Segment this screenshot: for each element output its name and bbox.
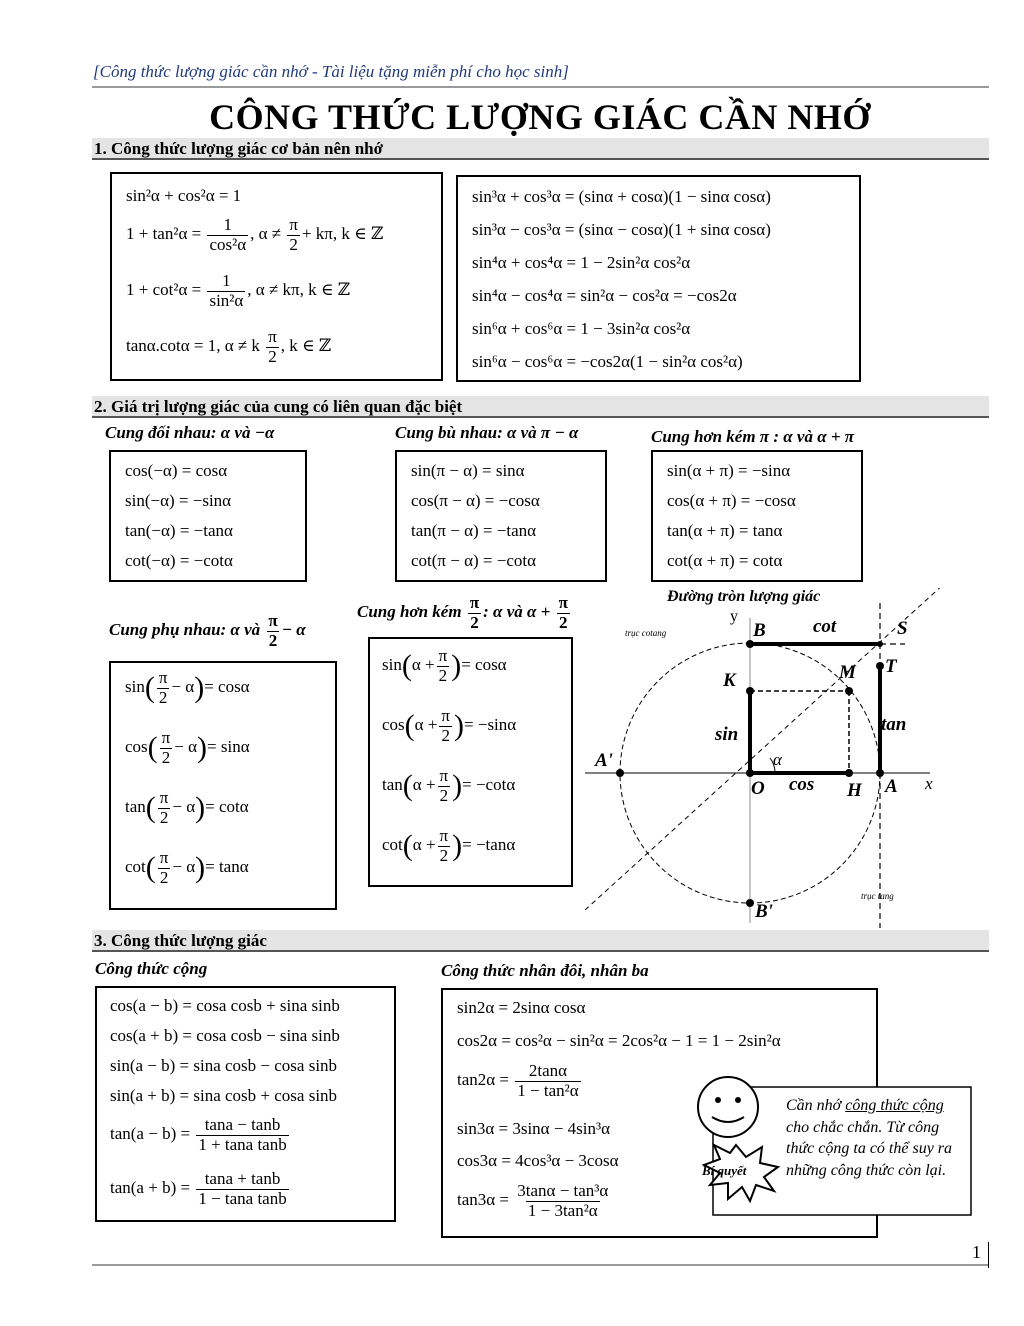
row-inner-tail: − α	[172, 857, 196, 877]
point-s	[877, 641, 883, 647]
opposite-row: cos(−α) = cosα	[125, 461, 228, 480]
half-pi-label-num-2: π	[558, 593, 568, 612]
row-inner-tail: − α	[172, 797, 196, 817]
label-x: x	[925, 774, 933, 793]
tip-badge: Bí quyết	[702, 1163, 747, 1178]
row-rhs: = cosα	[461, 655, 507, 675]
basic-identities-box	[110, 172, 443, 381]
identity-3-cond: , α ≠ kπ, k ∈ ℤ	[247, 280, 351, 300]
label-m: M	[839, 662, 856, 683]
row-den: 2	[158, 687, 168, 707]
identity-2-cond-num: π	[289, 215, 298, 234]
half-pi-label-b: : α và α +	[483, 602, 551, 622]
half-pi-row: sin(α + $\frac{\pi}{2}$ )= cosα	[382, 646, 507, 685]
identity-2-lhs: 1 + tan²α =	[126, 224, 202, 244]
row-num: π	[161, 728, 171, 747]
row-den: 2	[438, 665, 448, 685]
half-pi-box	[368, 637, 573, 887]
row-den: 2	[439, 845, 449, 865]
section-3-heading: 3. Công thức lượng giác	[92, 930, 989, 952]
row-fn: cos	[125, 737, 148, 757]
pi-diff-box	[651, 450, 863, 582]
pi-diff-row: cos(α + π) = −cosα	[667, 491, 796, 510]
addition-row: sin(a + b) = sina cosb + cosa sinb	[110, 1086, 338, 1105]
half-pi-label-num: π	[469, 593, 480, 612]
opposite-row: cot(−α) = −cotα	[125, 551, 233, 570]
identity-3-den: sin²α	[209, 290, 244, 310]
tan-minus-num: tana − tanb	[204, 1115, 281, 1134]
opposite-label: Cung đối nhau: α và −α	[105, 423, 275, 442]
tip-text-2: cho chắc chắn. Từ công thức cộng ta có thể suy ra những công thức còn lại.	[786, 1118, 953, 1179]
tan2-lhs: tan2α =	[457, 1070, 510, 1090]
label-tan-axis: trục tang	[861, 891, 894, 901]
power-identity: sin⁴α − cos⁴α = sin²α − cos²α = −cos2α	[472, 286, 737, 305]
half-pi-row: cos(α + $\frac{\pi}{2}$ )= −sinα	[382, 706, 517, 745]
label-cot-axis: trục cotang	[625, 628, 667, 638]
tan-minus-formula	[110, 1116, 291, 1154]
identity-3-lhs: 1 + cot²α =	[126, 280, 202, 300]
addition-row: sin(a − b) = sina cosb − cosa sinb	[110, 1056, 338, 1075]
label-alpha: α	[773, 750, 782, 769]
row-rhs: = −cotα	[462, 775, 516, 795]
addition-label: Công thức cộng	[95, 959, 208, 978]
label-k: K	[723, 670, 736, 691]
page-title: CÔNG THỨC LƯỢNG GIÁC CẦN NHỚ	[209, 97, 871, 137]
row-num: π	[439, 766, 449, 785]
section-2-heading: 2. Giá trị lượng giác của cung có liên quan đặc biệt	[92, 396, 989, 418]
tan-plus-num: tana + tanb	[204, 1169, 281, 1188]
row-fn: cot	[125, 857, 146, 877]
point-t	[876, 662, 884, 670]
tan-plus-lhs: tan(a + b) =	[110, 1178, 191, 1198]
identity-4	[126, 328, 331, 366]
tan3-num: 3tanα − tan³α	[517, 1181, 609, 1200]
row-rhs: = −tanα	[462, 835, 516, 855]
pi-diff-row: cot(α + π) = cotα	[667, 551, 783, 570]
identity-3	[126, 272, 350, 310]
row-num: π	[159, 788, 169, 807]
power-identity: sin⁴α + cos⁴α = 1 − 2sin²α cos²α	[472, 253, 691, 272]
tan2-formula	[457, 1062, 583, 1100]
identity-1: sin²α + cos²α = 1	[126, 186, 242, 205]
identity-3-num: 1	[222, 271, 231, 290]
tan3-formula	[457, 1182, 612, 1220]
complementary-row: cot( $\frac{\pi}{2}$ − α)= tanα	[125, 848, 249, 887]
addition-row: cos(a − b) = cosa cosb + sina sinb	[110, 996, 340, 1015]
supplementary-row: tan(π − α) = −tanα	[411, 521, 537, 540]
row-inner-tail: − α	[174, 737, 198, 757]
complementary-row: cos( $\frac{\pi}{2}$ − α)= sinα	[125, 728, 250, 767]
half-pi-row: cot(α + $\frac{\pi}{2}$ )= −tanα	[382, 826, 516, 865]
label-sin: sin	[715, 724, 739, 745]
power-identity: sin⁶α − cos⁶α = −cos2α(1 − sin²α cos²α)	[472, 352, 743, 371]
row-fn: cot	[382, 835, 403, 855]
row-num: π	[439, 826, 449, 845]
row-num: π	[159, 848, 169, 867]
point-a-prime	[616, 769, 624, 777]
complementary-label-den: 2	[268, 630, 278, 650]
complementary-row: sin( $\frac{\pi}{2}$ − α)= cosα	[125, 668, 250, 707]
row-num: π	[158, 668, 168, 687]
double-label: Công thức nhân đôi, nhân ba	[441, 961, 649, 980]
row-num: π	[438, 646, 448, 665]
tip-text-1: Cần nhớ	[786, 1097, 846, 1114]
point-o	[746, 769, 754, 777]
label-b: B	[753, 620, 766, 641]
identity-2-cond: , α ≠	[250, 224, 282, 244]
page-number-bracket	[988, 1242, 989, 1268]
supplementary-row: cos(π − α) = −cosα	[411, 491, 540, 510]
tan3-den: 1 − 3tan²α	[527, 1200, 598, 1220]
row-fn: cos	[382, 715, 405, 735]
supplementary-row: cot(π − α) = −cotα	[411, 551, 537, 570]
row-fn: sin	[125, 677, 145, 697]
double-row: cos3α = 4cos³α − 3cosα	[457, 1151, 619, 1170]
section-1-heading: 1. Công thức lượng giác cơ bản nên nhớ	[92, 138, 989, 160]
complementary-row: tan( $\frac{\pi}{2}$ − α)= cotα	[125, 788, 249, 827]
header-divider	[92, 86, 989, 88]
identity-2-num: 1	[223, 215, 233, 234]
page-number: 1	[972, 1242, 981, 1262]
trig-circle-diagram	[585, 588, 1005, 933]
half-pi-label-den: 2	[470, 612, 479, 632]
row-inner-head: α +	[412, 775, 436, 795]
identity-2-cond-tail: + kπ, k ∈ ℤ	[301, 224, 384, 244]
row-inner-head: α +	[414, 715, 438, 735]
row-den: 2	[161, 747, 171, 767]
complementary-label-text: Cung phụ nhau: α và	[109, 620, 261, 640]
identity-4-lhs: tanα.cotα = 1, α ≠ k	[126, 336, 260, 356]
tip-callout	[678, 1075, 973, 1220]
label-cos: cos	[789, 774, 815, 795]
row-rhs: = tanα	[205, 857, 249, 877]
identity-4-num: π	[268, 327, 277, 346]
identity-4-cond: , k ∈ ℤ	[280, 336, 332, 356]
double-row: cos2α = cos²α − sin²α = 2cos²α − 1 = 1 − 2sin²α	[457, 1031, 781, 1050]
supplementary-box	[395, 450, 607, 582]
opposite-row: sin(−α) = −sinα	[125, 491, 232, 510]
complementary-label-num: π	[268, 611, 278, 630]
complementary-label	[109, 612, 306, 650]
row-den: 2	[441, 725, 450, 745]
label-tan: tan	[881, 714, 907, 735]
row-fn: sin	[382, 655, 402, 675]
point-m	[845, 687, 853, 695]
label-t: T	[885, 656, 897, 677]
row-den: 2	[159, 807, 169, 827]
opposite-row: tan(−α) = −tanα	[125, 521, 233, 540]
power-identity: sin³α − cos³α = (sinα − cosα)(1 + sinα cosα)	[472, 220, 771, 239]
row-inner-tail: − α	[171, 677, 195, 697]
point-a	[876, 769, 884, 777]
half-pi-row: tan(α + $\frac{\pi}{2}$ )= −cotα	[382, 766, 516, 805]
row-den: 2	[439, 785, 449, 805]
power-identities-box	[456, 175, 861, 382]
pi-diff-row: tan(α + π) = tanα	[667, 521, 783, 540]
row-rhs: = −sinα	[464, 715, 517, 735]
tan-plus-den: 1 − tana tanb	[198, 1188, 287, 1208]
identity-2-den: cos²α	[209, 234, 247, 254]
point-k	[746, 687, 754, 695]
label-y: y	[730, 608, 738, 625]
tan-minus-lhs: tan(a − b) =	[110, 1124, 191, 1144]
label-o: O	[751, 778, 765, 799]
tan3-lhs: tan3α =	[457, 1190, 510, 1210]
power-identity: sin⁶α + cos⁶α = 1 − 3sin²α cos²α	[472, 319, 691, 338]
label-s: S	[897, 618, 908, 639]
supplementary-label: Cung bù nhau: α và π − α	[395, 423, 579, 442]
row-den: 2	[159, 867, 169, 887]
label-a-prime: A'	[595, 750, 613, 771]
row-fn: tan	[125, 797, 146, 817]
row-inner-head: α +	[411, 655, 435, 675]
half-pi-label-a: Cung hơn kém	[357, 602, 462, 622]
complementary-label-tail: − α	[281, 620, 306, 640]
label-a: A	[885, 776, 898, 797]
supplementary-row: sin(π − α) = sinα	[411, 461, 525, 480]
double-row: sin3α = 3sinα − 4sin³α	[457, 1119, 611, 1138]
point-h	[845, 769, 853, 777]
tan-minus-den: 1 + tana tanb	[198, 1134, 287, 1154]
trig-circle-svg	[585, 588, 1005, 933]
tan-plus-formula	[110, 1170, 291, 1208]
identity-4-den: 2	[268, 346, 277, 366]
footer-divider	[92, 1264, 989, 1266]
circle-title: Đường tròn lượng giác	[667, 588, 821, 605]
tip-text	[786, 1095, 964, 1181]
point-b-prime	[746, 899, 754, 907]
tan2-num: 2tanα	[528, 1061, 568, 1080]
identity-2-cond-den: 2	[289, 234, 298, 254]
opposite-box	[109, 450, 307, 582]
pi-diff-row: sin(α + π) = −sinα	[667, 461, 791, 480]
label-b-prime: B'	[755, 901, 773, 922]
half-pi-label-den-2: 2	[559, 612, 568, 632]
pi-diff-label: Cung hơn kém π : α và α + π	[651, 427, 855, 446]
label-cot: cot	[813, 616, 837, 637]
tip-text-underlined: công thức cộng	[845, 1097, 944, 1114]
row-rhs: = cosα	[204, 677, 250, 697]
identity-2	[126, 216, 383, 254]
addition-box	[95, 986, 396, 1222]
row-fn: tan	[382, 775, 403, 795]
power-identity: sin³α + cos³α = (sinα + cosα)(1 − sinα cosα)	[472, 187, 771, 206]
complementary-box	[109, 661, 337, 910]
row-rhs: = cotα	[205, 797, 249, 817]
row-num: π	[441, 706, 451, 725]
tan2-den: 1 − tan²α	[517, 1080, 579, 1100]
double-row: sin2α = 2sinα cosα	[457, 998, 586, 1017]
row-rhs: = sinα	[207, 737, 250, 757]
header-note: [Công thức lượng giác cần nhớ - Tài liệu tặng miễn phí cho học sinh]	[93, 62, 569, 81]
smiley-face-icon	[698, 1077, 758, 1137]
half-pi-label	[357, 594, 572, 632]
label-h: H	[847, 780, 862, 801]
addition-row: cos(a + b) = cosa cosb − sina sinb	[110, 1026, 340, 1045]
row-inner-head: α +	[412, 835, 436, 855]
